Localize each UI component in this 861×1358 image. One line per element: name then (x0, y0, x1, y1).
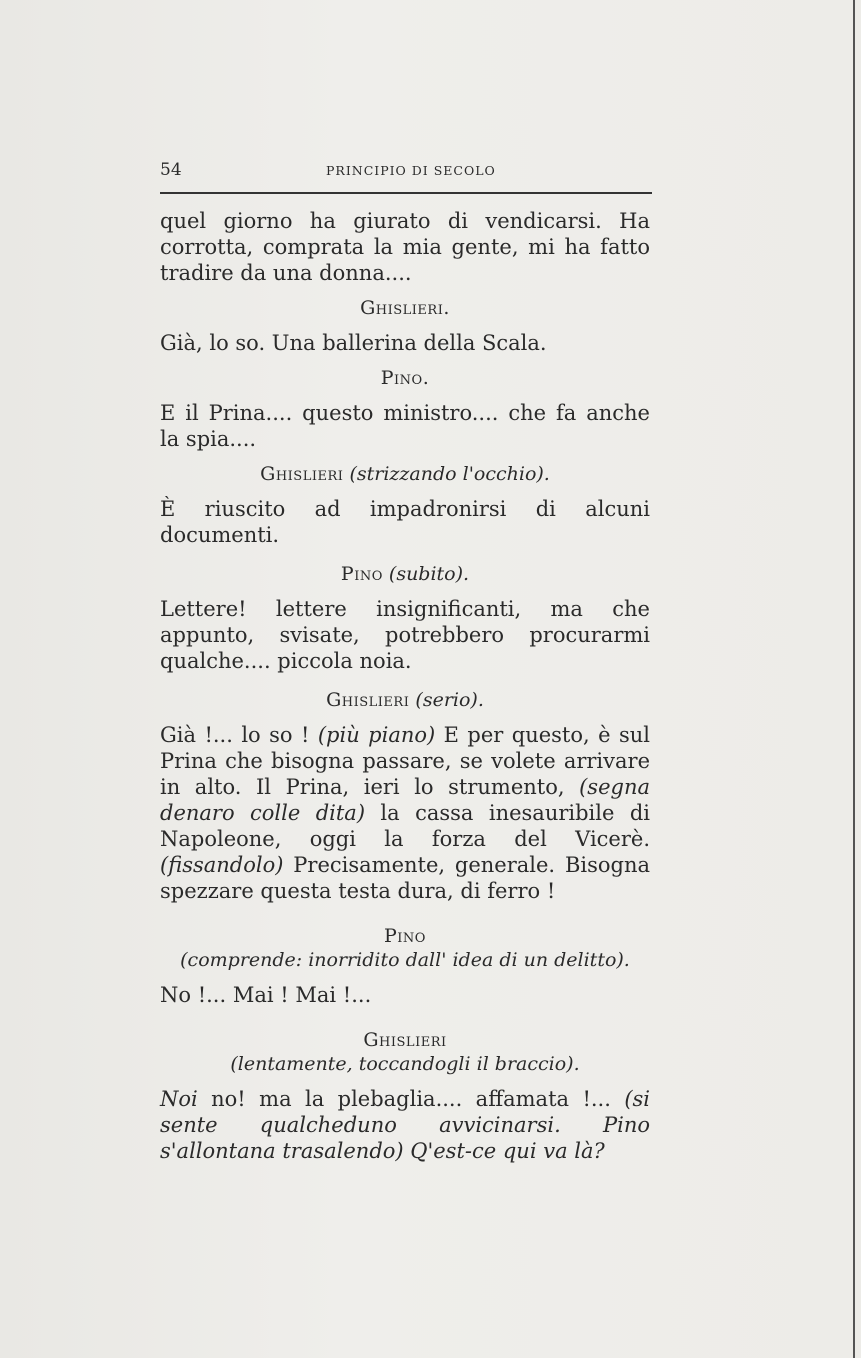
stage-direction: (lentamente, toccandogli il braccio). (230, 1053, 580, 1075)
stage-direction: (subito). (388, 563, 470, 585)
speaker-name: Pino. (380, 367, 430, 389)
stage-direction-line (160, 948, 650, 972)
stage-direction: (strizzando l'occhio). (349, 463, 550, 485)
speaker-heading (160, 1028, 650, 1052)
paragraph: quel giorno ha giurato di vendicarsi. Ha corrotta, comprata la mia gente, mi ha fatto tradire da una donna.... (160, 209, 650, 285)
stage-direction: (si sente qualcheduno avvicinarsi. Pino s'allontana trasalendo) Q'est-ce qui va là? (160, 1087, 650, 1163)
dialogue-text: no! ma la plebaglia.... affamata !... (197, 1087, 625, 1111)
paragraph (160, 1086, 650, 1164)
paragraph (160, 722, 650, 904)
stage-direction-line (160, 1052, 650, 1076)
paragraph: Già, lo so. Una ballerina della Scala. (160, 331, 547, 355)
speaker-heading (160, 462, 650, 486)
paragraph: No !... Mai ! Mai !... (160, 983, 372, 1007)
paragraph: Lettere! lettere insignificanti, ma che appunto, svisate, potrebbero procurarmi qualche.... piccola noia. (160, 597, 650, 673)
page-number: 54 (160, 160, 182, 180)
emphasis: Noi (160, 1087, 198, 1111)
speaker-heading (160, 924, 650, 948)
dialogue-text: E per questo, è sul Prina che bisogna passare, se volete arrivare in alto. Il Prina, ieri lo strumento, (160, 723, 650, 799)
stage-direction: (più piano) (317, 723, 436, 747)
speaker-heading (160, 562, 650, 586)
paragraph: E il Prina.... questo ministro.... che fa anche la spia.... (160, 401, 650, 451)
speaker-heading (160, 688, 650, 712)
speaker-name: Ghislieri (363, 1029, 447, 1051)
paragraph: È riuscito ad impadronirsi di alcuni documenti. (160, 497, 650, 547)
speaker-name: Ghislieri. (360, 297, 450, 319)
play-text (160, 208, 650, 1164)
dialogue-text: Precisamente, generale. Bisogna spezzare questa testa dura, di ferro ! (160, 853, 650, 903)
stage-direction: (fissandolo) (160, 853, 284, 877)
speaker-name: Ghislieri (260, 463, 344, 485)
stage-direction: (segna denaro colle dita) (160, 775, 650, 825)
header-rule (160, 192, 652, 194)
speaker-heading (160, 366, 650, 390)
speaker-name: Ghislieri (326, 689, 410, 711)
stage-direction: (serio). (415, 689, 484, 711)
speaker-name: Pino (384, 925, 426, 947)
page-edge (853, 0, 855, 1358)
speaker-name: Pino (340, 563, 383, 585)
speaker-heading (160, 296, 650, 320)
running-title: PRINCIPIO DI SECOLO (326, 163, 496, 178)
dialogue-text: Già !... lo so ! (160, 723, 318, 747)
page-header (160, 160, 652, 184)
stage-direction: (comprende: inorridito dall' idea di un delitto). (180, 949, 630, 971)
dialogue-text: la cassa inesauribile di Napoleone, oggi la forza del Vicerè. (160, 801, 650, 851)
